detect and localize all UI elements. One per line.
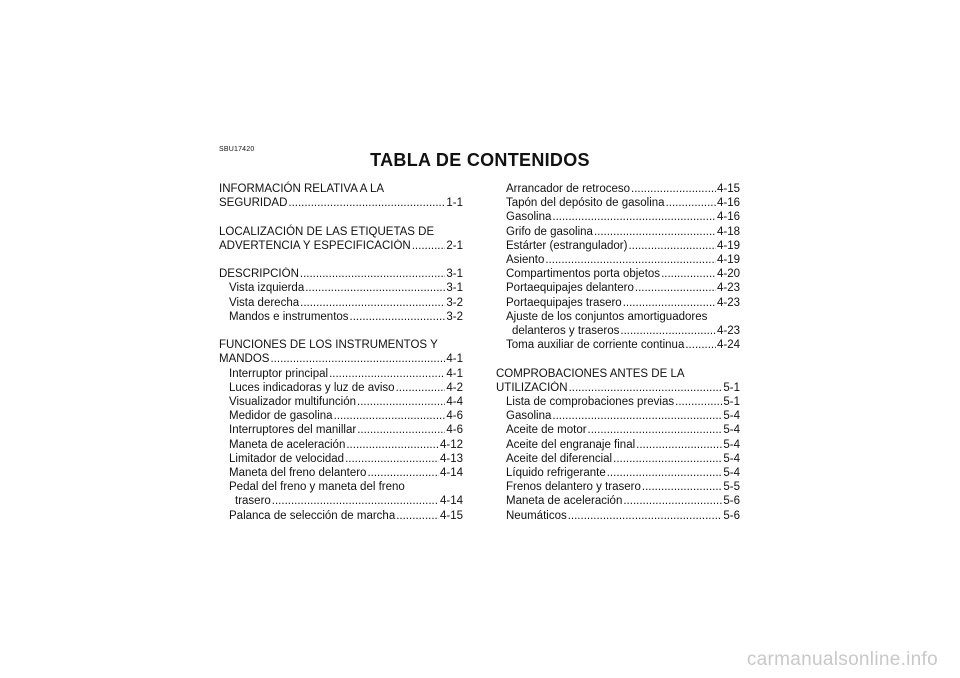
toc-spacer bbox=[219, 253, 463, 267]
toc-page-number: 4-23 bbox=[716, 282, 740, 295]
toc-spacer bbox=[496, 352, 740, 366]
toc-page-number: 4-24 bbox=[716, 339, 740, 352]
toc-page-number: 4-2 bbox=[446, 381, 463, 394]
toc-entry[interactable] bbox=[496, 494, 740, 508]
dot-leader bbox=[569, 381, 723, 395]
toc-entry-text: Líquido refrigerante bbox=[506, 467, 606, 480]
toc-entry-text: Toma auxiliar de corriente continua bbox=[506, 339, 685, 352]
toc-entry-text: Aceite de motor bbox=[506, 424, 587, 437]
toc-entry-text: Maneta de aceleración bbox=[229, 438, 346, 451]
dot-leader bbox=[594, 225, 716, 239]
dot-leader bbox=[396, 381, 446, 395]
dot-leader bbox=[628, 239, 716, 253]
toc-entry-text: Frenos delantero y trasero bbox=[506, 481, 641, 494]
dot-leader bbox=[270, 352, 445, 366]
toc-page-number: 4-4 bbox=[446, 396, 463, 408]
toc-page-number: 4-20 bbox=[716, 268, 740, 281]
toc-entry[interactable] bbox=[496, 182, 740, 196]
toc-entry[interactable] bbox=[219, 381, 463, 395]
toc-entry-text: delanteros y traseros bbox=[512, 325, 620, 338]
toc-entry-text: Gasolina bbox=[506, 410, 552, 423]
toc-page-number: 4-18 bbox=[716, 225, 740, 238]
toc-entry-text: trasero bbox=[235, 495, 271, 508]
dot-leader bbox=[345, 452, 439, 466]
dot-leader bbox=[288, 196, 445, 210]
toc-entry-text: Arrancador de retroceso bbox=[506, 183, 631, 195]
toc-entry-text: INFORMACIÓN RELATIVA A LA bbox=[219, 183, 385, 195]
toc-page-number: 4-19 bbox=[716, 254, 740, 267]
toc-page-number: 4-16 bbox=[716, 211, 740, 224]
toc-page-number: 1-1 bbox=[446, 197, 463, 210]
toc-entry[interactable] bbox=[496, 210, 740, 224]
dot-leader bbox=[685, 338, 716, 352]
toc-entry[interactable] bbox=[496, 267, 740, 281]
toc-entry-text: SEGURIDAD bbox=[219, 197, 288, 210]
toc-page-number: 5-6 bbox=[723, 509, 740, 522]
toc-page-number: 4-16 bbox=[716, 197, 740, 210]
dot-leader bbox=[661, 267, 716, 281]
toc-entry-text: Pedal del freno y maneta del freno bbox=[229, 481, 405, 494]
toc-entry[interactable] bbox=[496, 367, 740, 395]
dot-leader bbox=[607, 466, 723, 480]
toc-page-number: 4-6 bbox=[446, 410, 463, 423]
toc-page-number: 3-1 bbox=[446, 282, 463, 295]
toc-page-number: 4-23 bbox=[716, 296, 740, 309]
dot-leader bbox=[635, 281, 716, 295]
toc-entry[interactable] bbox=[496, 438, 740, 452]
toc-left-column bbox=[219, 182, 463, 523]
dot-leader bbox=[675, 395, 722, 409]
dot-leader bbox=[545, 253, 716, 267]
toc-entry[interactable] bbox=[219, 466, 463, 480]
toc-entry-text: Medidor de gasolina bbox=[229, 410, 333, 423]
toc-entry-text: DESCRIPCIÓN bbox=[219, 268, 299, 281]
toc-entry[interactable] bbox=[219, 509, 463, 523]
dot-leader bbox=[552, 210, 716, 224]
toc-entry[interactable] bbox=[496, 452, 740, 466]
toc-page-number: 5-1 bbox=[723, 396, 740, 409]
toc-entry[interactable] bbox=[496, 423, 740, 437]
toc-page-number: 4-19 bbox=[716, 239, 740, 252]
dot-leader bbox=[367, 466, 439, 480]
toc-entry-text: MANDOS bbox=[219, 353, 270, 366]
dot-leader bbox=[305, 281, 445, 295]
toc-entry[interactable] bbox=[219, 338, 463, 366]
toc-entry-text: COMPROBACIONES ANTES DE LA bbox=[496, 367, 685, 380]
dot-leader bbox=[334, 409, 446, 423]
toc-entry-text: Vista derecha bbox=[229, 296, 300, 309]
toc-entry[interactable] bbox=[219, 438, 463, 452]
toc-entry[interactable] bbox=[496, 338, 740, 352]
toc-entry-text: Maneta de aceleración bbox=[506, 495, 623, 508]
toc-spacer bbox=[219, 324, 463, 338]
dot-leader bbox=[642, 480, 723, 494]
toc-entry-text: LOCALIZACIÓN DE LAS ETIQUETAS DE bbox=[219, 225, 435, 238]
toc-entry[interactable] bbox=[496, 466, 740, 480]
toc-page-number: 4-1 bbox=[446, 367, 463, 380]
toc-entry-text: Ajuste de los conjuntos amortiguadores bbox=[506, 310, 708, 323]
toc-page-number: 5-1 bbox=[723, 381, 740, 394]
toc-right-column bbox=[496, 182, 740, 523]
dot-leader bbox=[357, 395, 445, 409]
toc-page-number: 4-23 bbox=[716, 325, 740, 338]
document-code: SBU17420 bbox=[219, 146, 255, 153]
watermark: carmanualsonline.info bbox=[746, 649, 938, 670]
toc-entry[interactable] bbox=[496, 409, 740, 423]
toc-entry-text: Estárter (estrangulador) bbox=[506, 239, 628, 252]
toc-entry-text: Tapón del depósito de gasolina bbox=[506, 197, 665, 210]
toc-entry-text: FUNCIONES DE LOS INSTRUMENTOS Y bbox=[219, 339, 438, 352]
toc-page-number: 5-4 bbox=[723, 424, 740, 437]
dot-leader bbox=[623, 296, 716, 310]
dot-leader bbox=[272, 494, 439, 508]
toc-entry[interactable] bbox=[219, 452, 463, 466]
toc-entry-text: Neumáticos bbox=[506, 509, 567, 522]
dot-leader bbox=[568, 509, 723, 523]
toc-entry[interactable] bbox=[219, 296, 463, 310]
dot-leader bbox=[631, 182, 716, 196]
toc-entry[interactable] bbox=[496, 296, 740, 310]
toc-page-number: 5-6 bbox=[723, 495, 740, 508]
toc-entry[interactable] bbox=[219, 225, 463, 253]
dot-leader bbox=[412, 239, 446, 253]
toc-entry-text: Compartimentos porta objetos bbox=[506, 268, 661, 281]
toc-entry-text: Portaequipajes delantero bbox=[506, 282, 634, 295]
toc-spacer bbox=[219, 210, 463, 224]
toc-entry[interactable] bbox=[496, 253, 740, 267]
toc-entry-text: Aceite del engranaje final bbox=[506, 438, 636, 451]
toc-page-number: 2-1 bbox=[446, 239, 463, 252]
toc-entry-text: Visualizador multifunción bbox=[229, 396, 356, 408]
dot-leader bbox=[357, 423, 445, 437]
toc-entry[interactable] bbox=[496, 239, 740, 253]
toc-entry[interactable] bbox=[219, 395, 463, 409]
toc-entry[interactable] bbox=[219, 310, 463, 324]
toc-entry[interactable] bbox=[219, 367, 463, 381]
toc-entry[interactable] bbox=[219, 409, 463, 423]
toc-entry-text: Lista de comprobaciones previas bbox=[506, 396, 675, 409]
toc-page-number: 4-1 bbox=[446, 353, 463, 366]
dot-leader bbox=[613, 452, 722, 466]
toc-entry-text: Interruptor principal bbox=[229, 367, 329, 380]
toc-entry-text: Aceite del diferencial bbox=[506, 452, 613, 465]
dot-leader bbox=[623, 494, 722, 508]
toc-page-number: 4-13 bbox=[439, 452, 463, 465]
toc-entry[interactable] bbox=[496, 480, 740, 494]
toc-page-number: 4-14 bbox=[439, 495, 463, 508]
toc-page-number: 3-1 bbox=[446, 268, 463, 281]
toc-entry[interactable] bbox=[219, 182, 463, 210]
dot-leader bbox=[329, 367, 445, 381]
toc-page-number: 5-4 bbox=[723, 438, 740, 451]
toc-page-number: 5-4 bbox=[723, 467, 740, 480]
toc-entry-text: Grifo de gasolina bbox=[506, 225, 593, 238]
toc-page-number: 3-2 bbox=[446, 310, 463, 323]
dot-leader bbox=[350, 310, 446, 324]
toc-entry-text: ADVERTENCIA Y ESPECIFICACIÓN bbox=[219, 239, 411, 252]
toc-entry-text: Mandos e instrumentos bbox=[229, 310, 349, 323]
toc-page-number: 5-4 bbox=[723, 410, 740, 423]
toc-entry-text: Palanca de selección de marcha bbox=[229, 509, 396, 522]
toc-entry-text: Portaequipajes trasero bbox=[506, 296, 622, 309]
page-title: TABLA DE CONTENIDOS bbox=[370, 150, 590, 170]
toc-entry-text: Limitador de velocidad bbox=[229, 452, 345, 465]
toc-page-number: 4-6 bbox=[446, 424, 463, 437]
toc-page-number: 5-5 bbox=[723, 481, 740, 494]
dot-leader bbox=[666, 196, 716, 210]
toc-entry-text: Vista izquierda bbox=[229, 282, 305, 295]
toc-entry[interactable] bbox=[496, 509, 740, 523]
dot-leader bbox=[300, 267, 446, 281]
toc-entry-text: Luces indicadoras y luz de aviso bbox=[229, 381, 395, 394]
toc-page-number: 3-2 bbox=[446, 296, 463, 309]
toc-entry[interactable] bbox=[219, 480, 463, 508]
dot-leader bbox=[552, 409, 722, 423]
dot-leader bbox=[346, 438, 439, 452]
dot-leader bbox=[636, 438, 722, 452]
toc-entry[interactable] bbox=[219, 267, 463, 281]
toc-entry-text: Maneta del freno delantero bbox=[229, 467, 367, 480]
toc-page-number: 4-15 bbox=[439, 509, 463, 522]
toc-page-number: 4-15 bbox=[716, 183, 740, 195]
toc-entry-text: Asiento bbox=[506, 254, 545, 267]
toc-entry[interactable] bbox=[496, 225, 740, 239]
toc-entry-text: Gasolina bbox=[506, 211, 552, 224]
toc-page-number: 4-12 bbox=[439, 438, 463, 451]
toc-entry-text: UTILIZACIÓN bbox=[496, 381, 568, 394]
dot-leader bbox=[620, 324, 716, 338]
toc-entry[interactable] bbox=[496, 196, 740, 210]
toc-entry[interactable] bbox=[219, 423, 463, 437]
toc-entry[interactable] bbox=[496, 281, 740, 295]
toc-entry[interactable] bbox=[496, 310, 740, 338]
dot-leader bbox=[300, 296, 445, 310]
toc-entry-text: Interruptores del manillar bbox=[229, 424, 357, 437]
toc-entry[interactable] bbox=[496, 395, 740, 409]
toc-entry[interactable] bbox=[219, 281, 463, 295]
toc-page-number: 5-4 bbox=[723, 452, 740, 465]
toc-page-number: 4-14 bbox=[439, 467, 463, 480]
dot-leader bbox=[396, 509, 439, 523]
dot-leader bbox=[588, 423, 723, 437]
